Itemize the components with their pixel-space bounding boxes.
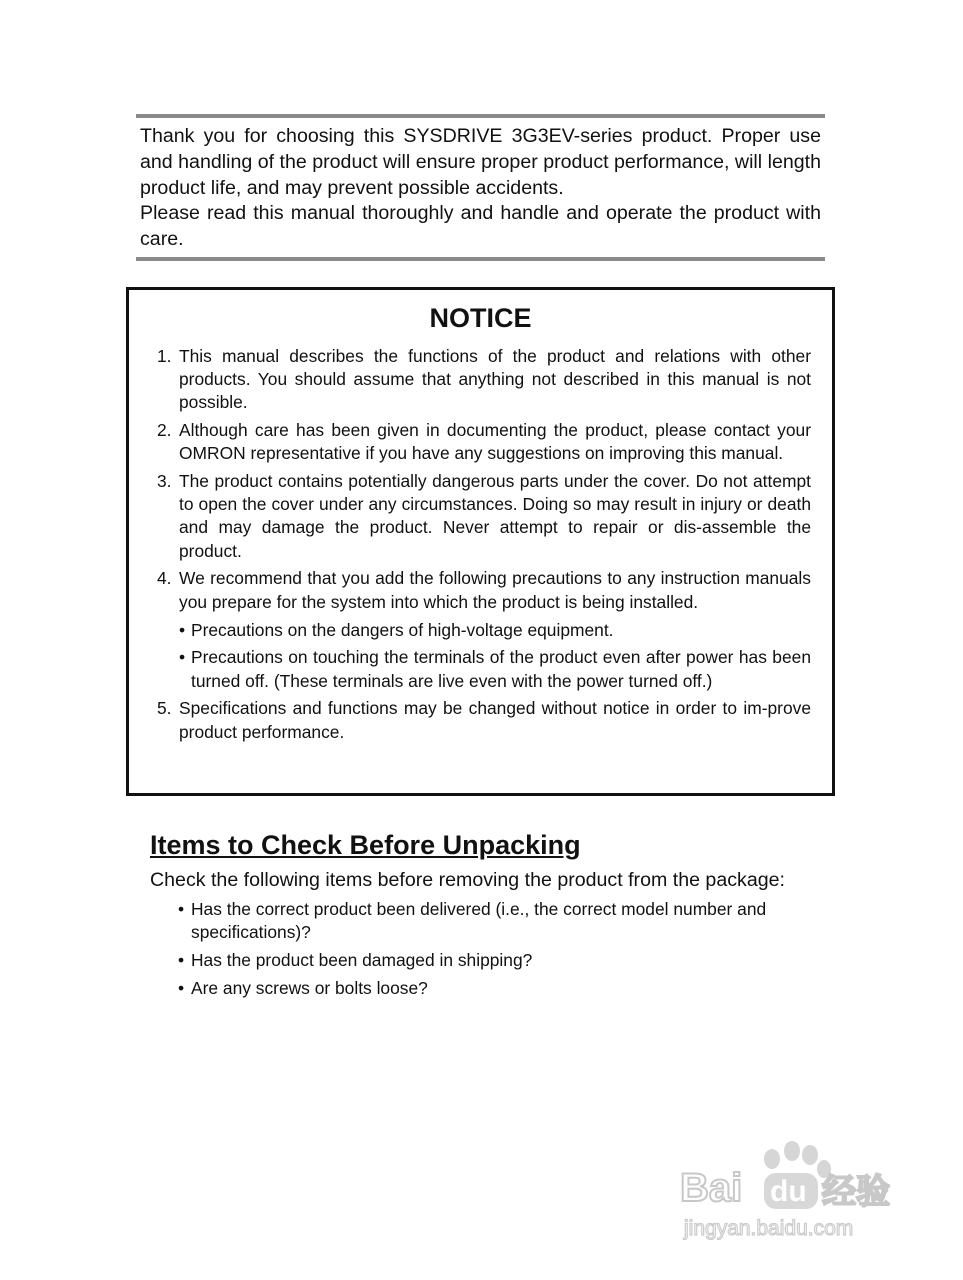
intro-box — [136, 114, 825, 261]
precaution-text: Precautions on touching the terminals of the product even after power has been turned off. (These terminals are live even with the power turned off.) — [191, 647, 811, 691]
items-check-intro: Check the following items before removing the product from the package: — [150, 869, 785, 891]
notice-item-number: 3. — [157, 471, 172, 492]
notice-item-number: 4. — [157, 568, 172, 589]
paw-icon — [764, 1141, 831, 1178]
notice-item-number: 5. — [157, 698, 172, 719]
notice-item — [129, 470, 832, 563]
notice-item-number: 2. — [157, 420, 172, 441]
notice-list — [129, 345, 832, 744]
notice-item-text: We recommend that you add the following precautions to any instruction manuals you prepare for the system into which the product is being installed. — [179, 568, 811, 612]
notice-item-text: The product contains potentially dangerous parts under the cover. Do not attempt to open the cover under any circumstances. Doing so may result in injury or death and may damage the product. Never attempt to repair or dis-assemble the product. — [179, 471, 811, 561]
bullet-icon: • — [178, 950, 185, 971]
precaution-list — [179, 619, 811, 693]
notice-item — [129, 345, 832, 415]
watermark-brand-cn: 经验 — [822, 1172, 890, 1212]
check-item-text: Has the product been damaged in shipping? — [191, 950, 533, 971]
precaution-text: Precautions on the dangers of high-voltage equipment. — [191, 619, 614, 640]
notice-title: NOTICE — [429, 303, 532, 333]
notice-item-text: Specifications and functions may be changed without notice in order to im-prove product performance. — [179, 698, 811, 742]
bullet-icon: • — [178, 899, 185, 919]
intro-paragraph: Please read this manual thoroughly and handle and operate the product with care. — [140, 202, 821, 251]
intro-paragraph: Thank you for choosing this SYSDRIVE 3G3EV-series product. Proper use and handling of the product will ensure proper product performance, will length product life, and may prevent possible accidents. — [140, 125, 821, 199]
precaution-item — [179, 646, 811, 692]
notice-item — [129, 419, 832, 465]
notice-box — [126, 287, 835, 796]
bullet-icon: • — [179, 647, 186, 668]
notice-item-number: 1. — [157, 346, 172, 366]
notice-item — [129, 567, 832, 693]
watermark-brand-bai: Bai — [680, 1166, 743, 1210]
precaution-item — [179, 619, 811, 642]
check-item — [150, 898, 814, 944]
items-check-heading: Items to Check Before Unpacking — [150, 830, 581, 860]
watermark-url: jingyan.baidu.com — [684, 1217, 854, 1240]
watermark-brand-du: du — [770, 1175, 807, 1208]
notice-item-text: Although care has been given in documenting the product, please contact your OMRON representative if you have any suggestions on improving this manual. — [179, 420, 811, 464]
check-list — [150, 898, 814, 1000]
watermark-graphic — [676, 1133, 912, 1245]
bullet-icon: • — [178, 978, 185, 999]
check-item-text: Has the correct product been delivered (i.e., the correct model number and specifications)? — [191, 899, 767, 943]
check-item-text: Are any screws or bolts loose? — [191, 978, 428, 999]
check-item — [150, 949, 814, 972]
notice-item-text: This manual describes the functions of the product and relations with other products. You should assume that anything not described in this manual is not possible. — [179, 346, 811, 413]
items-check-section — [150, 828, 814, 1005]
bullet-icon: • — [179, 619, 186, 640]
baidu-jingyan-watermark — [676, 1133, 912, 1245]
notice-item — [129, 697, 832, 743]
check-item — [150, 977, 814, 1000]
